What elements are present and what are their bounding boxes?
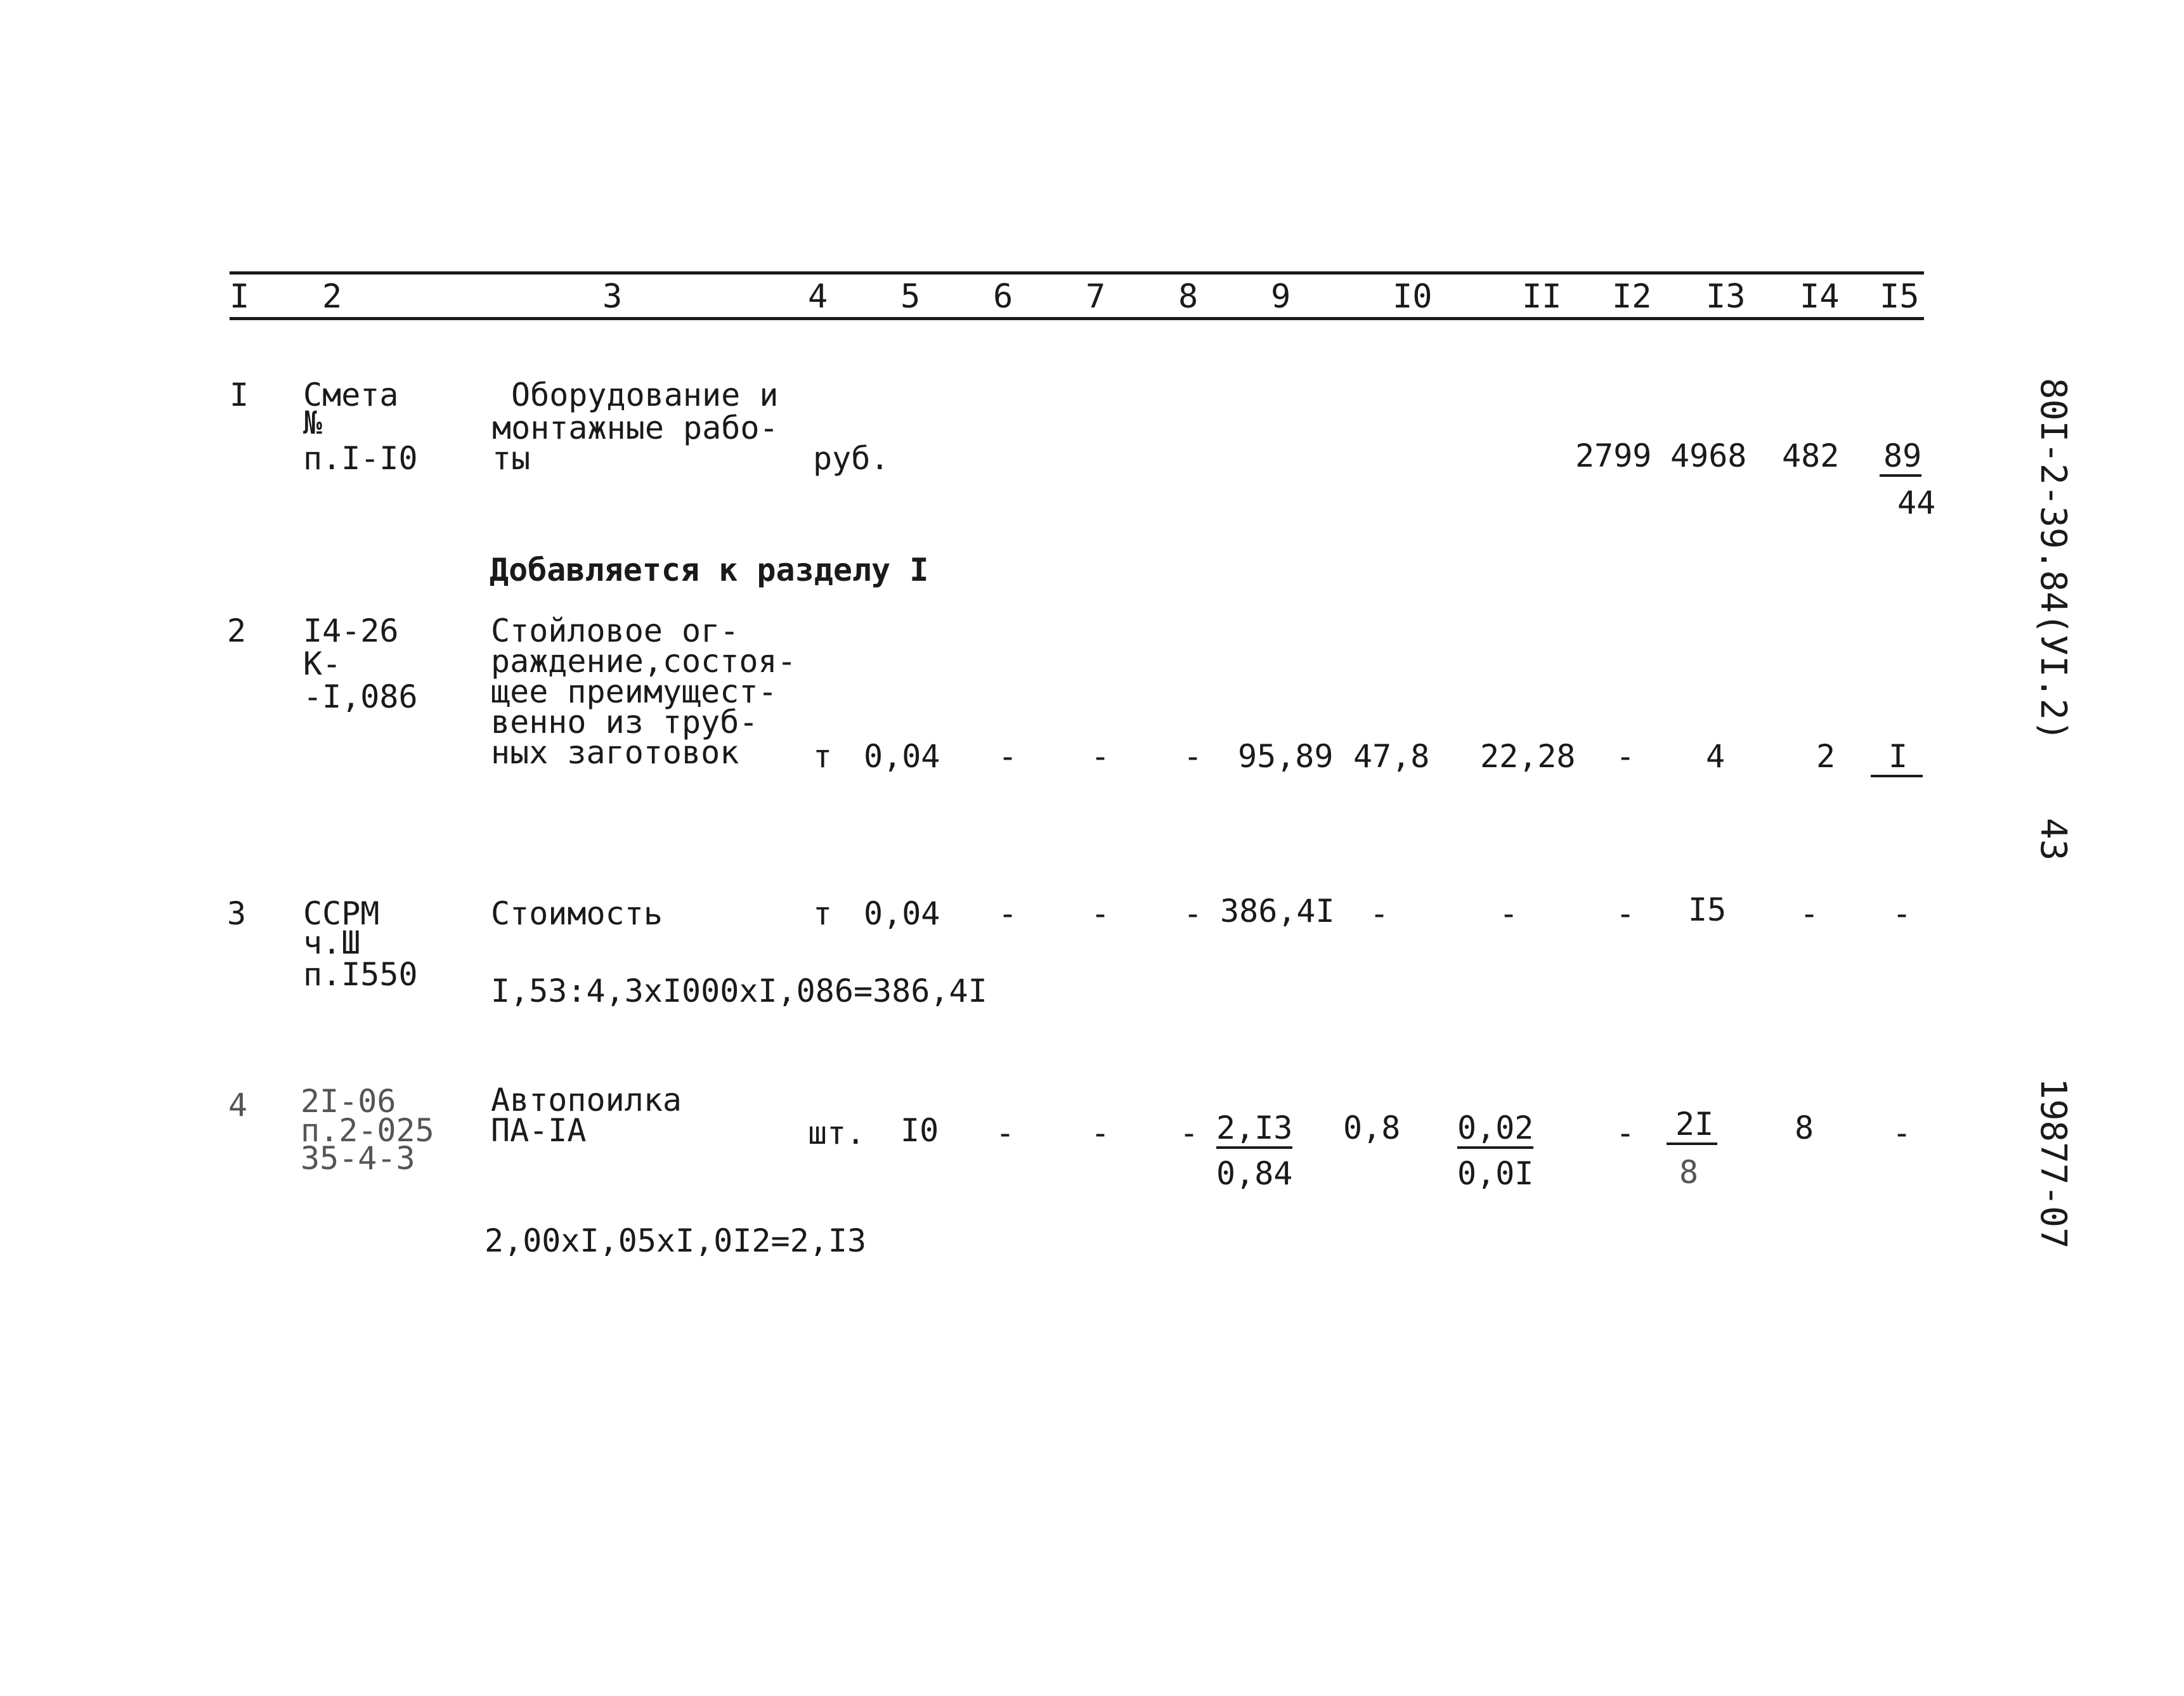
cell-col-11: -: [1499, 895, 1519, 932]
col-header-3: 3: [602, 278, 623, 316]
cell-col-10: 0,8: [1343, 1110, 1401, 1146]
cell-col-14: 2: [1816, 738, 1836, 775]
row-code-line: -I,086: [303, 678, 418, 715]
col-header-4: 4: [808, 278, 828, 316]
cell-col-15: -: [1892, 895, 1912, 932]
row-number: 4: [228, 1087, 248, 1123]
row-name-line: Автопоилка: [491, 1082, 682, 1118]
cell-col-6: -: [998, 895, 1018, 932]
quantity-cell: I0: [900, 1112, 939, 1149]
cell-col-6: -: [996, 1115, 1015, 1151]
cell-col-9: 95,89: [1238, 738, 1334, 775]
cell-col-14: 482: [1782, 437, 1840, 474]
cell-col-9: 386,4I: [1220, 893, 1335, 929]
cell-col-6: -: [998, 738, 1018, 775]
cell-col-15-numerator: 89: [1880, 439, 1921, 477]
unit-cell: шт.: [808, 1115, 866, 1151]
row-name-line: ных заготовок: [491, 734, 739, 771]
cell-col-14: -: [1800, 895, 1819, 932]
col-header-1: I: [230, 278, 250, 316]
row-code-line: 35-4-3: [301, 1140, 415, 1177]
row-code-line: 2I-06: [301, 1083, 396, 1120]
cell-col-12: -: [1616, 895, 1635, 932]
cell-col-8: -: [1180, 1115, 1199, 1151]
row-name-line: монтажные рабо-: [492, 410, 779, 446]
col-header-12: I2: [1612, 278, 1652, 316]
row-name-line: Стоимость: [491, 895, 663, 932]
cell-col-12: 2799: [1575, 437, 1652, 474]
cell-col-13: 4: [1706, 738, 1726, 775]
cell-col-8: -: [1183, 738, 1203, 775]
cell-col-8: -: [1183, 895, 1203, 932]
row-name-line: ПА-IА: [491, 1112, 587, 1149]
unit-cell: т: [813, 895, 833, 932]
cell-col-13: I5: [1688, 891, 1727, 928]
cell-col-13-numerator: 2I: [1667, 1107, 1717, 1145]
col-header-11: II: [1522, 278, 1562, 316]
col-header-14: I4: [1800, 278, 1840, 316]
cell-col-7: -: [1091, 1115, 1110, 1151]
quantity-cell: 0,04: [864, 738, 940, 775]
col-header-2: 2: [322, 278, 342, 316]
calculation-formula: 2,00хI,05хI,0I2=2,I3: [484, 1222, 867, 1259]
row-code-line: №: [303, 405, 323, 441]
cell-col-7: -: [1091, 738, 1110, 775]
row-code-line: п.2-025: [301, 1112, 434, 1149]
row-code-line: I4-26: [303, 612, 399, 649]
cell-col-15: I: [1871, 739, 1923, 777]
row-code-line: п.I-I0: [303, 440, 418, 477]
col-header-7: 7: [1086, 278, 1106, 316]
cell-col-11: 22,28: [1480, 738, 1576, 775]
cell-col-13: 4968: [1670, 437, 1747, 474]
header-top-rule: [230, 271, 1924, 275]
cell-col-14: 8: [1795, 1110, 1814, 1146]
row-name-line: венно из труб-: [491, 704, 758, 741]
row-name-line: щее преимущест-: [491, 673, 777, 710]
col-header-8: 8: [1178, 278, 1199, 316]
header-bottom-rule: [230, 317, 1924, 320]
row-name-line: раждение,состоя-: [491, 643, 796, 680]
calculation-formula: I,53:4,3хI000хI,086=386,4I: [491, 973, 987, 1009]
col-header-13: I3: [1706, 278, 1746, 316]
cell-col-9-denominator: 0,84: [1216, 1155, 1293, 1192]
cell-col-9-numerator: 2,I3: [1216, 1111, 1292, 1149]
col-header-15: I5: [1880, 278, 1920, 316]
cell-col-15-denominator: 44: [1897, 484, 1936, 521]
row-number: I: [230, 377, 249, 413]
col-header-9: 9: [1271, 278, 1291, 316]
cell-col-13-denominator: 8: [1679, 1154, 1699, 1191]
document-code-vertical: 80I-2-39.84(УI.2): [2032, 378, 2074, 742]
inventory-number-vertical: 19877-07: [2032, 1078, 2074, 1249]
cell-col-12: -: [1616, 738, 1635, 775]
row-name-line: ты: [492, 440, 531, 477]
row-code-line: ССРМ: [303, 895, 380, 932]
cell-col-11-denominator: 0,0I: [1457, 1155, 1534, 1192]
cell-col-10: -: [1370, 895, 1389, 932]
row-code-line: ч.Ш: [303, 924, 361, 961]
section-note: Добавляется к разделу I: [490, 552, 929, 588]
row-code-line: К-: [303, 645, 342, 682]
cell-col-11-numerator: 0,02: [1457, 1111, 1533, 1149]
page-number-vertical: 43: [2032, 818, 2074, 861]
row-name-line: Оборудование и: [511, 377, 779, 413]
row-name-line: Стойловое ог-: [491, 612, 739, 649]
cell-col-10: 47,8: [1353, 738, 1430, 775]
col-header-6: 6: [993, 278, 1013, 316]
cell-col-12: -: [1616, 1115, 1635, 1151]
row-code-line: Смета: [303, 377, 399, 413]
unit-cell: т: [813, 738, 833, 775]
col-header-5: 5: [900, 278, 921, 316]
row-number: 2: [227, 612, 247, 649]
row-code-line: п.I550: [303, 956, 418, 993]
unit-cell: руб.: [813, 440, 890, 477]
col-header-10: I0: [1393, 278, 1433, 316]
row-number: 3: [227, 895, 247, 932]
cell-col-15: -: [1892, 1115, 1912, 1151]
quantity-cell: 0,04: [864, 895, 940, 932]
cell-col-7: -: [1091, 895, 1110, 932]
